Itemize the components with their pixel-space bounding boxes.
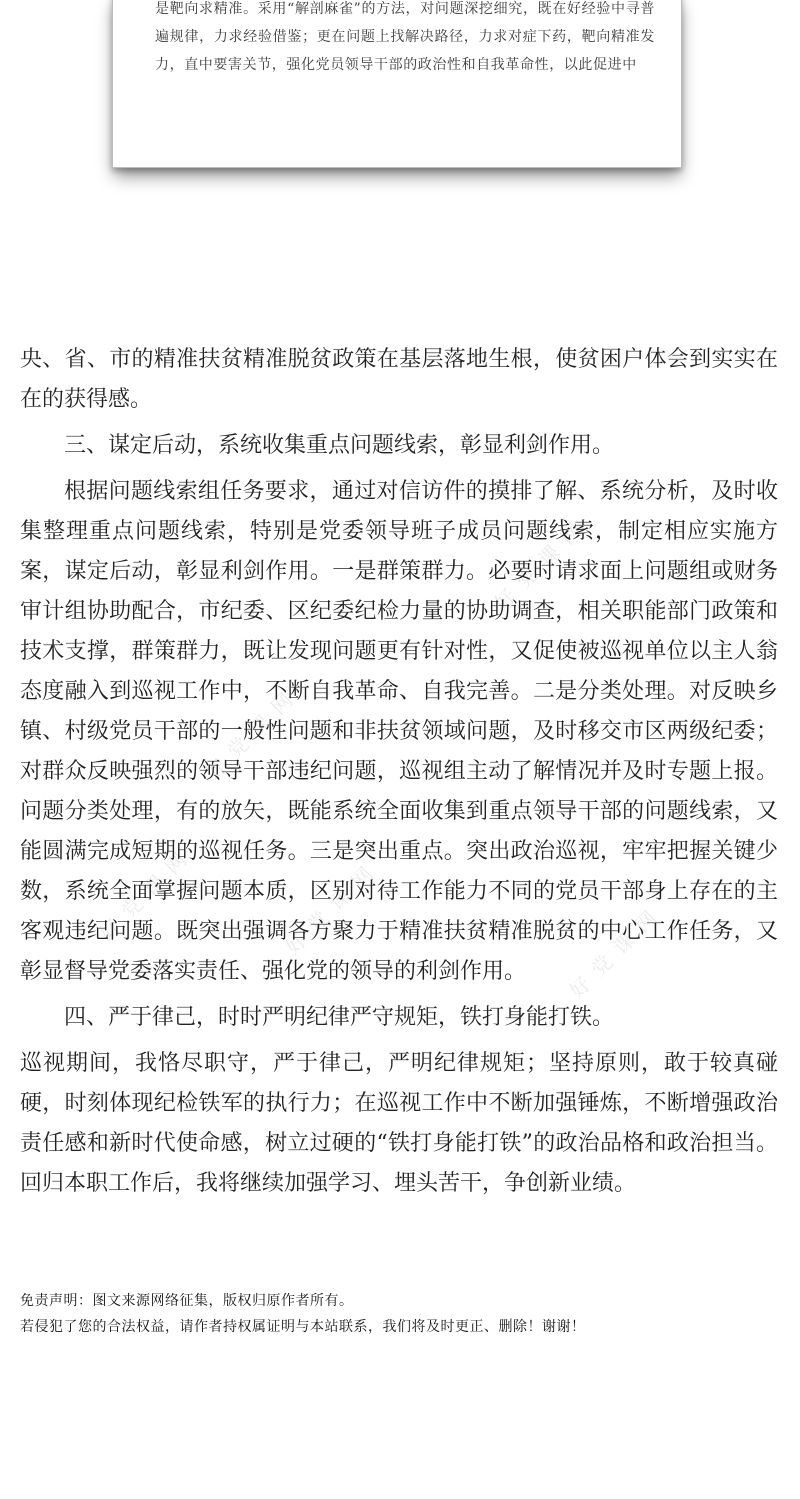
article-heading-three: 三、谋定后动，系统收集重点问题线索，彰显利剑作用。 [64,433,615,458]
disclaimer [20,1288,586,1340]
site-watermark: 好党课网 [280,854,386,960]
disclaimer-line-1: 免责声明：图文来源网络征集，版权归原作者所有。 [20,1293,354,1309]
article-heading-four: 四、严于律己，时时严明纪律严守规矩，铁打身能打铁。 [64,1005,615,1030]
site-watermark: 好党课网 [564,898,670,1004]
disclaimer-line-2: 若侵犯了您的合法权益，请作者持权属证明与本站联系，我们将及时更正、删除！谢谢！ [20,1319,586,1335]
preview-page-text: 是靶向求精准。采用“解剖麻雀”的方法，对问题深挖细究，既在好经验中寻普遍规律，力求经验借鉴；更在问题上找解决路径，力求对症下药，靶向精准发力，直中要害关节，强化党员领导干部的政治性和自我革命性，以此促进中 [155,1,655,73]
article-body [0,340,800,1210]
site-watermark: 好党课网 [489,510,595,616]
document-preview-page[interactable] [112,0,682,168]
site-watermark: 好党课网 [94,840,200,946]
site-watermark: 好党课网 [200,680,306,786]
article-paragraph: 根据问题线索组任务要求，通过对信访件的摸排了解、系统分析，及时收集整理重点问题线索，特别是党委领导班子成员问题线索，制定相应实施方案，谋定后动，彰显利剑作用。一是群策群力。必要时请求面上问题组或财务审计组协助配合，市纪委、区纪委纪检力量的协助调查，相关职能部门政策和技术支撑，群策群力，既让发现问题更有针对性，又促使被巡视单位以主人翁态度融入到巡视工作中，不断自我革命、自我完善。二是分类处理。对反映乡镇、村级党员干部的一般性问题和非扶贫领域问题，及时移交市区两级纪委；对群众反映强烈的领导干部违纪问题，巡视组主动了解情况并及时专题上报。问题分类处理，有的放矢，既能系统全面收集到重点领导干部的问题线索，又能圆满完成短期的巡视任务。三是突出重点。突出政治巡视，牢牢把握关键少数，系统全面掌握问题本质，区别对待工作能力不同的党员干部身上存在的主客观违纪问题。既突出强调各方聚力于精准扶贫精准脱贫的中心工作任务，又彰显督导党委落实责任、强化党的领导的利剑作用。 [20,479,778,984]
article-paragraph: 央、省、市的精准扶贫精准脱贫政策在基层落地生根，使贫困户体会到实实在在的获得感。 [20,347,778,412]
article-paragraph: 巡视期间，我恪尽职守，严于律己，严明纪律规矩；坚持原则，敢于较真碰硬，时刻体现纪检铁军的执行力；在巡视工作中不断加强锤炼，不断增强政治责任感和新时代使命感，树立过硬的“铁打身能打铁”的政治品格和政治担当。回归本职工作后，我将继续加强学习、埋头苦干，争创新业绩。 [20,1051,778,1196]
